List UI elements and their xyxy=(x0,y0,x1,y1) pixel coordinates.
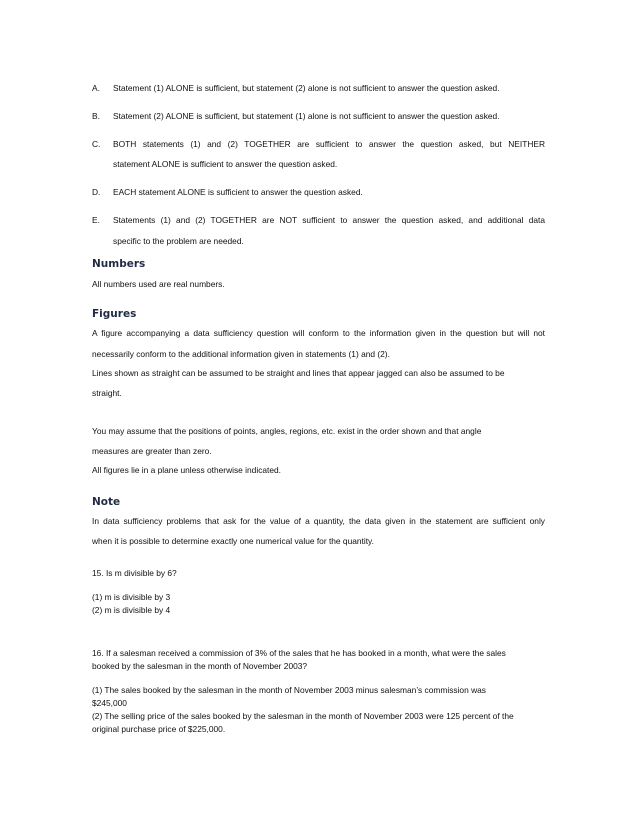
figures-p3-line2: measures are greater than zero. xyxy=(92,446,212,456)
choice-d-letter: D. xyxy=(92,187,101,197)
figures-p4: All figures lie in a plane unless otherwise indicated. xyxy=(92,465,282,475)
figures-p1-line2: necessarily conform to the additional information given in statements (1) and (2). xyxy=(92,349,390,359)
choice-b-letter: B. xyxy=(92,111,100,121)
note-line1: In data sufficiency problems that ask for the value of a quantity, the data given in the statement are sufficient only xyxy=(92,516,545,526)
choice-e-text-line1: Statements (1) and (2) TOGETHER are NOT sufficient to answer the question asked, and additional data xyxy=(113,215,545,225)
figures-p1-line1: A figure accompanying a data sufficiency question will conform to the information given in the question but will not xyxy=(92,328,545,338)
q16-question-line1: 16. If a salesman received a commission of 3% of the sales that he has booked in a month, what were the sales xyxy=(92,648,506,658)
choice-c-text-line1: BOTH statements (1) and (2) TOGETHER are sufficient to answer the question asked, but NEITHER xyxy=(113,139,545,149)
choice-e-letter: E. xyxy=(92,215,100,225)
note-line2: when it is possible to determine exactly one numerical value for the quantity. xyxy=(92,536,374,546)
choice-e-text-line2: specific to the problem are needed. xyxy=(113,236,244,246)
choice-b-text: Statement (2) ALONE is sufficient, but statement (1) alone is not sufficient to answer the question asked. xyxy=(113,111,500,121)
figures-heading: Figures xyxy=(92,308,137,320)
q16-statement-2-line2: original purchase price of $225,000. xyxy=(92,724,226,734)
figures-p2-line2: straight. xyxy=(92,388,122,398)
q16-statement-1-line1: (1) The sales booked by the salesman in the month of November 2003 minus salesman’s commission was xyxy=(92,685,486,695)
q16-question-line2: booked by the salesman in the month of November 2003? xyxy=(92,661,308,671)
numbers-text: All numbers used are real numbers. xyxy=(92,279,225,289)
figures-p3-line1: You may assume that the positions of points, angles, regions, etc. exist in the order shown and that angle xyxy=(92,426,482,436)
numbers-heading: Numbers xyxy=(92,258,146,270)
choice-a-text: Statement (1) ALONE is sufficient, but statement (2) alone is not sufficient to answer the question asked. xyxy=(113,83,500,93)
note-heading: Note xyxy=(92,496,121,508)
figures-p2-line1: Lines shown as straight can be assumed to be straight and lines that appear jagged can also be assumed to be xyxy=(92,368,505,378)
choice-c-text-line2: statement ALONE is sufficient to answer the question asked. xyxy=(113,159,338,169)
q15-statement-2: (2) m is divisible by 4 xyxy=(92,605,171,615)
q15-statement-1: (1) m is divisible by 3 xyxy=(92,592,171,602)
choice-a-letter: A. xyxy=(92,83,100,93)
q16-statement-2-line1: (2) The selling price of the sales booked by the salesman in the month of November 2003 were 125 percent of the xyxy=(92,711,514,721)
q15-question: 15. Is m divisible by 6? xyxy=(92,568,177,578)
choice-d-text: EACH statement ALONE is sufficient to answer the question asked. xyxy=(113,187,363,197)
q16-statement-1-line2: $245,000 xyxy=(92,698,127,708)
choice-c-letter: C. xyxy=(92,139,101,149)
